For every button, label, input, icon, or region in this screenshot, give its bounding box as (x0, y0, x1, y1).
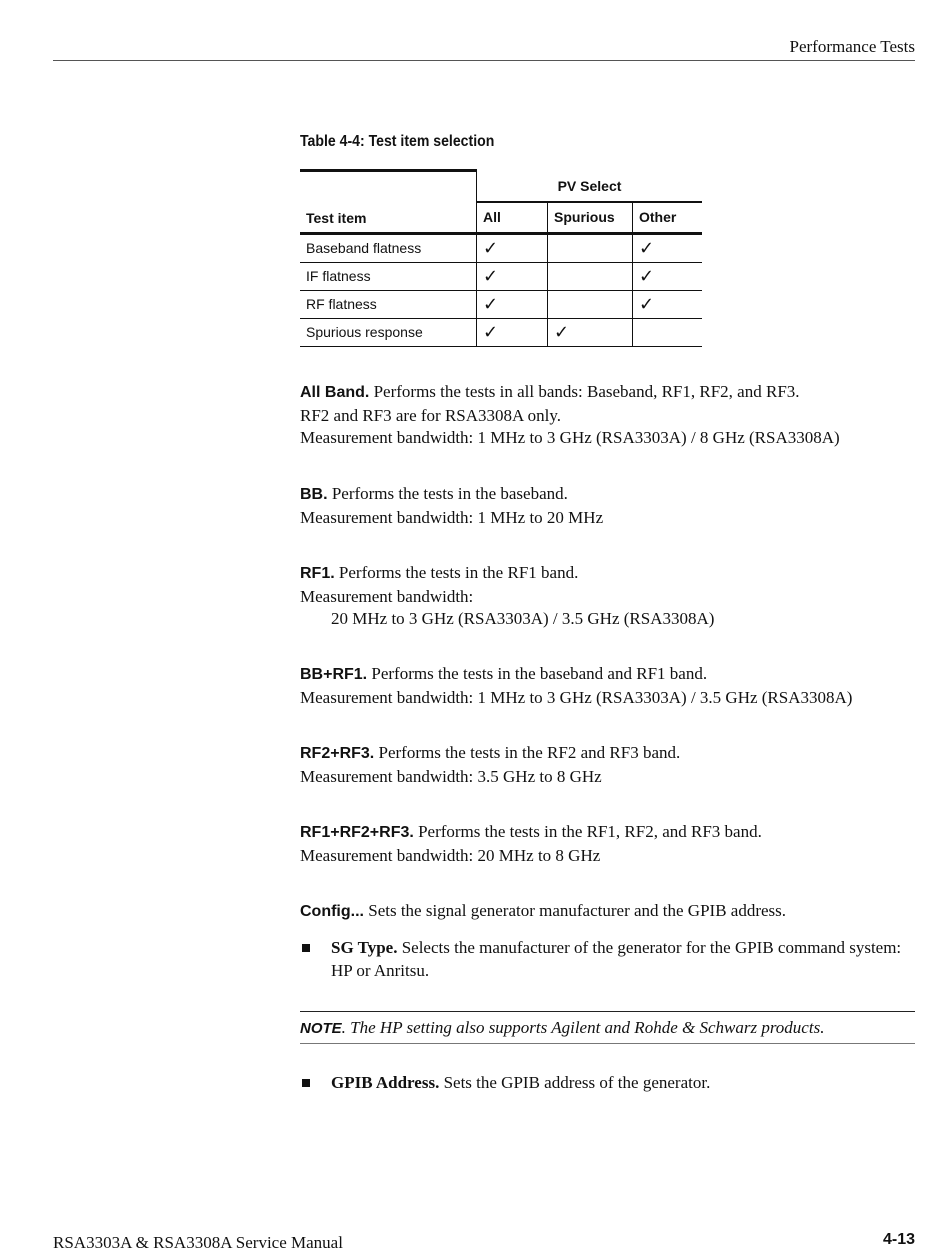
test-item-cell: Spurious response (300, 318, 477, 346)
bb-rf1-line2: Measurement bandwidth: 1 MHz to 3 GHz (RSA3303A) / 3.5 GHz (RSA3308A) (300, 687, 853, 707)
note-box (300, 1011, 915, 1044)
rf2-rf3-line2: Measurement bandwidth: 3.5 GHz to 8 GHz (300, 766, 602, 786)
rf1-lead: RF1. (300, 565, 335, 582)
test-item-table (300, 169, 702, 347)
sg-type-text: Selects the manufacturer of the generator for the GPIB command system: HP or Anritsu. (331, 938, 902, 980)
table-caption: Table 4-4: Test item selection (300, 133, 495, 150)
gpib-lead: GPIB Address. (331, 1073, 440, 1092)
rf2-rf3-lead: RF2+RF3. (300, 745, 375, 762)
rf1-paragraph (300, 562, 714, 631)
check-mark-other (633, 318, 703, 346)
test-item-cell: RF flatness (300, 290, 477, 318)
column-header-spurious: Spurious (548, 202, 633, 234)
check-mark-all: ✓ (477, 318, 548, 346)
rf1-rf2-rf3-lead: RF1+RF2+RF3. (300, 824, 414, 841)
sg-type-lead: SG Type. (331, 938, 398, 957)
config-lead: Config... (300, 903, 364, 920)
rf2-rf3-text: Performs the tests in the RF2 and RF3 band. (374, 743, 681, 762)
rf1-line2: Measurement bandwidth: (300, 586, 474, 606)
square-bullet-icon (302, 944, 310, 952)
check-mark-all: ✓ (477, 290, 548, 318)
all-band-lead: All Band. (300, 384, 370, 401)
rf1-text: Performs the tests in the RF1 band. (334, 563, 579, 582)
pv-select-header: PV Select (477, 171, 703, 202)
table-row (300, 233, 702, 262)
column-header-other: Other (633, 202, 703, 234)
all-band-paragraph (300, 381, 840, 450)
note-text: . The HP setting also supports Agilent and Rohde & Schwarz products. (341, 1018, 825, 1037)
check-mark-all: ✓ (477, 262, 548, 290)
rf2-rf3-paragraph (300, 742, 680, 788)
rf1-rf2-rf3-line2: Measurement bandwidth: 20 MHz to 8 GHz (300, 845, 601, 865)
bb-line2: Measurement bandwidth: 1 MHz to 20 MHz (300, 507, 604, 527)
table-row (300, 290, 702, 318)
check-mark-all: ✓ (477, 233, 548, 262)
check-mark-spurious: ✓ (548, 318, 633, 346)
test-item-cell: IF flatness (300, 262, 477, 290)
config-paragraph (300, 900, 786, 924)
check-mark-other: ✓ (633, 262, 703, 290)
bb-lead: BB. (300, 486, 328, 503)
bb-rf1-paragraph (300, 663, 852, 709)
page-number: 4-13 (882, 1231, 915, 1248)
sg-type-bullet (300, 937, 915, 982)
check-mark-spurious (548, 290, 633, 318)
test-item-cell: Baseband flatness (300, 233, 477, 262)
test-item-header: Test item (300, 171, 477, 234)
check-mark-other: ✓ (633, 233, 703, 262)
gpib-address-bullet (300, 1072, 915, 1095)
table-row (300, 318, 702, 346)
bb-paragraph (300, 483, 603, 529)
rf1-rf2-rf3-text: Performs the tests in the RF1, RF2, and RF3 band. (413, 822, 762, 841)
config-text: Sets the signal generator manufacturer and the GPIB address. (363, 901, 787, 920)
bb-rf1-lead: BB+RF1. (300, 666, 368, 683)
running-header: Performance Tests (789, 37, 915, 56)
rf1-rf2-rf3-paragraph (300, 821, 762, 867)
check-mark-spurious (548, 233, 633, 262)
check-mark-spurious (548, 262, 633, 290)
check-mark-other: ✓ (633, 290, 703, 318)
column-header-all: All (477, 202, 548, 234)
square-bullet-icon (302, 1079, 310, 1087)
rf1-line3: 20 MHz to 3 GHz (RSA3303A) / 3.5 GHz (RSA3308A) (331, 609, 715, 628)
note-label: NOTE (300, 1020, 342, 1037)
bb-rf1-text: Performs the tests in the baseband and RF1 band. (367, 664, 708, 683)
bb-text: Performs the tests in the baseband. (327, 484, 568, 503)
gpib-text: Sets the GPIB address of the generator. (439, 1073, 711, 1092)
table-row (300, 262, 702, 290)
all-band-line3: Measurement bandwidth: 1 MHz to 3 GHz (RSA3303A) / 8 GHz (RSA3308A) (300, 428, 840, 447)
header-rule (53, 60, 915, 61)
footer-manual-title: RSA3303A & RSA3308A Service Manual (53, 1233, 343, 1252)
all-band-text: Performs the tests in all bands: Baseband, RF1, RF2, and RF3. (369, 382, 800, 401)
all-band-line2: RF2 and RF3 are for RSA3308A only. (300, 405, 561, 425)
